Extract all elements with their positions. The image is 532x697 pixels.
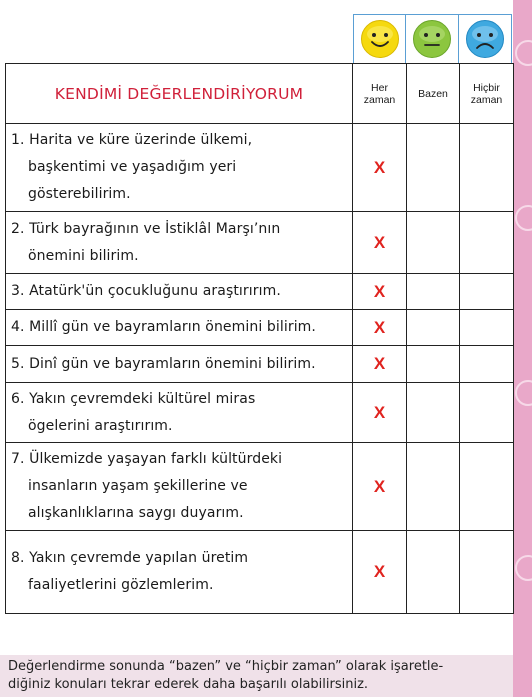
- table-title: KENDİMİ DEĞERLENDİRİYORUM: [6, 64, 353, 124]
- statement-line: 6. Yakın çevremdeki kültürel miras: [11, 390, 256, 407]
- neutral-face-icon: [412, 19, 452, 59]
- statement-line: 7. Ülkemizde yaşayan farklı kültürdeki: [11, 451, 283, 467]
- statement-line: ögelerini araştırırım.: [28, 417, 173, 434]
- column-header-never: [460, 64, 514, 124]
- table-row: [6, 383, 514, 443]
- column-header-always-line1: Her: [371, 81, 388, 94]
- neutral-face-cell: [406, 14, 459, 64]
- face-header: [353, 14, 512, 64]
- evaluation-note: [0, 655, 513, 697]
- table-row: [6, 274, 514, 310]
- decorative-circle: [515, 380, 532, 406]
- note-line: Değerlendirme sonunda “bazen” ve “hiçbir zaman” olarak işaretle-: [8, 659, 444, 674]
- statement-line: 5. Dinî gün ve bayramların önemini bilirim.: [11, 355, 316, 372]
- note-line: diğiniz konuları tekrar ederek daha başarılı olabilirsiniz.: [8, 677, 369, 692]
- table-row: [6, 310, 514, 346]
- decorative-circle: [515, 555, 532, 581]
- always-checkbox-cell[interactable]: X: [353, 212, 407, 274]
- sometimes-checkbox-cell[interactable]: [407, 212, 460, 274]
- sometimes-checkbox-cell[interactable]: [407, 383, 460, 443]
- always-checkbox-cell[interactable]: X: [353, 346, 407, 383]
- never-checkbox-cell[interactable]: [460, 531, 514, 614]
- column-header-never-line1: Hiçbir: [473, 81, 500, 94]
- statement-line: faaliyetlerini gözlemlerim.: [28, 577, 214, 593]
- statement-cell: [6, 383, 353, 443]
- table-row: [6, 212, 514, 274]
- always-checkbox-cell[interactable]: X: [353, 124, 407, 212]
- statement-cell: [6, 346, 353, 383]
- statement-cell: [6, 212, 353, 274]
- statement-line: 4. Millî gün ve bayramların önemini bilirim.: [11, 319, 316, 335]
- decorative-side-strip: [513, 0, 532, 697]
- never-checkbox-cell[interactable]: [460, 274, 514, 310]
- decorative-circle: [515, 205, 532, 231]
- column-header-always: [353, 64, 407, 124]
- sometimes-checkbox-cell[interactable]: [407, 310, 460, 346]
- table-row: [6, 124, 514, 212]
- never-checkbox-cell[interactable]: [460, 443, 514, 531]
- column-header-never-line2: zaman: [470, 93, 503, 106]
- sometimes-checkbox-cell[interactable]: [407, 443, 460, 531]
- table-row: [6, 531, 514, 614]
- smiling-face-icon: [360, 19, 400, 59]
- never-checkbox-cell[interactable]: [460, 346, 514, 383]
- self-assessment-table: [5, 63, 514, 614]
- statement-line: 2. Türk bayrağının ve İstiklâl Marşı’nın: [11, 220, 281, 237]
- table-row: [6, 346, 514, 383]
- sad-face-icon: [465, 19, 505, 59]
- never-checkbox-cell[interactable]: [460, 124, 514, 212]
- statement-line: 8. Yakın çevremde yapılan üretim: [11, 550, 249, 566]
- statement-line: gösterebilirim.: [28, 186, 131, 202]
- never-checkbox-cell[interactable]: [460, 310, 514, 346]
- statement-cell: [6, 443, 353, 531]
- statement-line: alışkanlıklarına saygı duyarım.: [28, 505, 244, 521]
- never-checkbox-cell[interactable]: [460, 212, 514, 274]
- always-checkbox-cell[interactable]: X: [353, 443, 407, 531]
- statement-cell: [6, 124, 353, 212]
- table-row: [6, 443, 514, 531]
- sometimes-checkbox-cell[interactable]: [407, 346, 460, 383]
- always-checkbox-cell[interactable]: X: [353, 383, 407, 443]
- statement-cell: [6, 274, 353, 310]
- happy-face-cell: [353, 14, 406, 64]
- sometimes-checkbox-cell[interactable]: [407, 274, 460, 310]
- always-checkbox-cell[interactable]: X: [353, 274, 407, 310]
- statement-cell: [6, 310, 353, 346]
- decorative-circle: [515, 40, 532, 66]
- statement-line: 1. Harita ve küre üzerinde ülkemi,: [11, 132, 253, 148]
- column-header-sometimes: Bazen: [407, 64, 460, 124]
- statement-line: insanların yaşam şekillerine ve: [28, 478, 248, 494]
- statement-line: başkentimi ve yaşadığım yeri: [28, 159, 237, 175]
- sad-face-cell: [459, 14, 512, 64]
- always-checkbox-cell[interactable]: X: [353, 310, 407, 346]
- statement-line: önemini bilirim.: [28, 247, 139, 264]
- always-checkbox-cell[interactable]: X: [353, 531, 407, 614]
- column-header-always-line2: zaman: [363, 93, 396, 106]
- statement-line: 3. Atatürk'ün çocukluğunu araştırırım.: [11, 283, 281, 299]
- sometimes-checkbox-cell[interactable]: [407, 531, 460, 614]
- never-checkbox-cell[interactable]: [460, 383, 514, 443]
- statement-cell: [6, 531, 353, 614]
- sometimes-checkbox-cell[interactable]: [407, 124, 460, 212]
